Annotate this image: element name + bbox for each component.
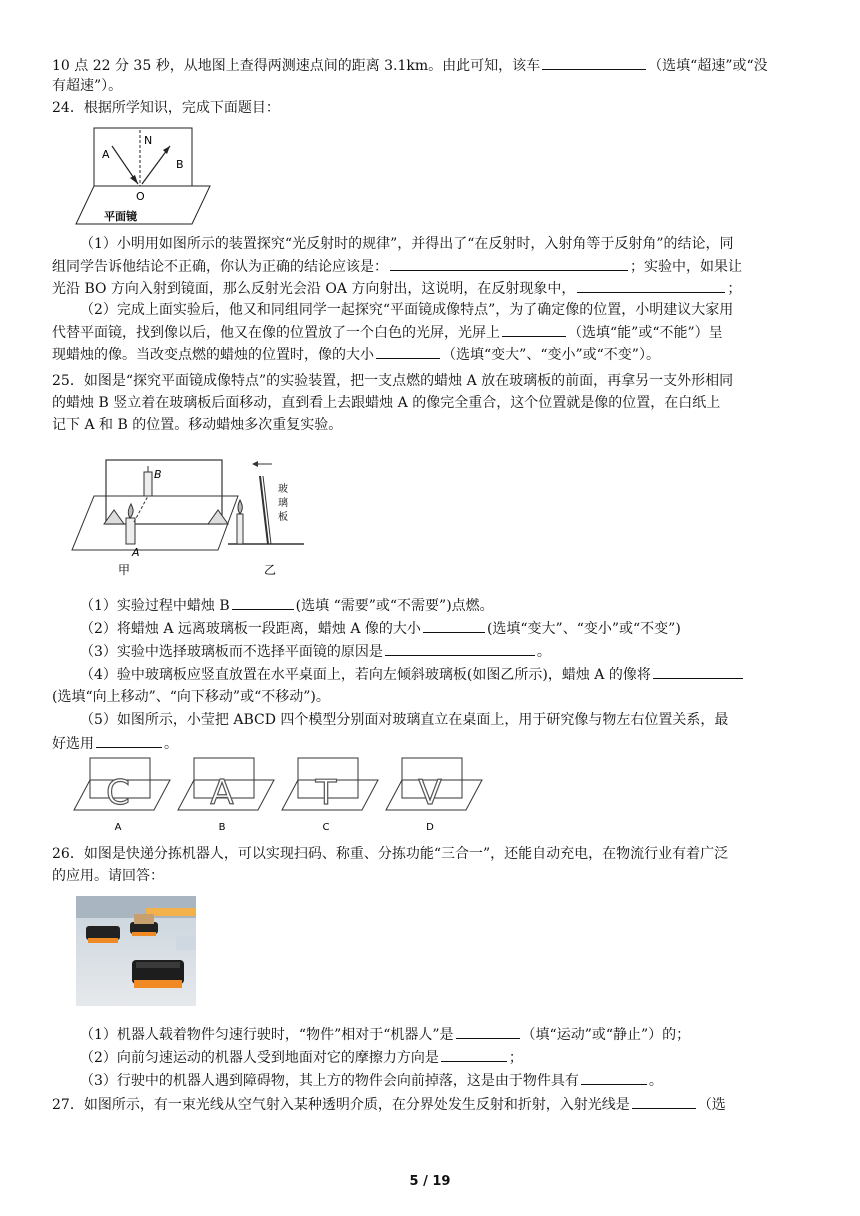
label-A: A xyxy=(132,546,140,559)
q24-p1-line3 xyxy=(52,278,812,299)
text: （选 xyxy=(697,1097,726,1113)
text: （选填“超速”或“没 xyxy=(648,58,768,74)
model-label: C xyxy=(322,822,330,833)
q25-s2 xyxy=(80,618,812,639)
model-glyph: C xyxy=(106,773,130,813)
text: （选填“能”或“不能”）呈 xyxy=(568,325,723,341)
text: （3）实验中选择玻璃板而不选择平面镜的原因是 xyxy=(80,644,383,660)
model-glyph: T xyxy=(315,773,337,813)
text: （1）机器人载着物件匀速行驶时，“物件”相对于“机器人”是 xyxy=(80,1027,454,1043)
text: 光沿 BO 方向入射到镜面，那么反射光会沿 OA 方向射出，这说明，在反射现象中， xyxy=(52,281,576,297)
answer-blank xyxy=(441,1047,507,1062)
glass-label-3: 板 xyxy=(278,512,288,523)
text: （4）验中玻璃板应竖直放置在水平桌面上，若向左倾斜玻璃板(如图乙所示)，蜡烛 A 的像将 xyxy=(80,667,651,683)
q24-p2-line2 xyxy=(52,322,812,343)
model-label: D xyxy=(426,822,434,833)
q24-title: 24．根据所学知识，完成下面题目： xyxy=(52,100,280,116)
q25-s5-line1: （5）如图所示，小莹把 ABCD 四个模型分别面对玻璃直立在桌面上，用于研究像与物左右位置关系，最 xyxy=(80,712,729,728)
q26-s1 xyxy=(80,1024,812,1045)
answer-blank xyxy=(542,55,646,70)
text: 组同学告诉他结论不正确，你认为正确的结论应该是： xyxy=(52,259,388,275)
label-A: A xyxy=(102,148,110,161)
belt xyxy=(176,936,196,950)
model-label: A xyxy=(114,822,122,833)
robot-back-center xyxy=(130,914,158,936)
answer-blank xyxy=(577,278,725,293)
model-glyph: A xyxy=(210,773,234,813)
answer-blank xyxy=(376,344,440,359)
model-D xyxy=(386,758,482,833)
q25-s3 xyxy=(80,641,812,662)
model-C xyxy=(282,758,378,833)
candle-a xyxy=(126,518,135,544)
label-B: B xyxy=(176,158,184,171)
text: （填“运动”或“静止”）的； xyxy=(521,1027,691,1043)
label-yi: 乙 xyxy=(264,563,277,577)
text: （3）行驶中的机器人遇到障碍物，其上方的物件会向前掉落，这是由于物件具有 xyxy=(80,1073,579,1089)
q24-p2-line1: （2）完成上面实验后，他又和同组同学一起探究“平面镜成像特点”，为了确定像的位置，小明建议大家用 xyxy=(80,302,734,318)
robot-back-left xyxy=(86,926,120,943)
model-B xyxy=(178,758,274,833)
page-number: 5 / 19 xyxy=(409,1174,451,1189)
text: ； xyxy=(727,281,742,297)
label-O: O xyxy=(136,190,145,203)
text: （2）将蜡烛 A 远离玻璃板一段距离，蜡烛 A 像的大小 xyxy=(80,621,421,637)
model-glyph: V xyxy=(418,773,442,813)
answer-blank xyxy=(653,664,743,679)
answer-blank xyxy=(232,595,294,610)
q25-s5-line2 xyxy=(52,733,812,754)
model-A xyxy=(74,758,170,833)
label-N: N xyxy=(144,134,153,147)
text: （2）向前匀速运动的机器人受到地面对它的摩擦力方向是 xyxy=(80,1050,439,1066)
text: 现蜡烛的像。当改变点燃的蜡烛的位置时，像的大小 xyxy=(52,347,374,363)
answer-blank xyxy=(502,322,566,337)
q25-s4-line2: (选填“向上移动”、“向下移动”或“不移动”)。 xyxy=(52,689,330,705)
sorting-robot-photo xyxy=(76,896,196,1006)
q25-text-1: 25．如图是“探究平面镜成像特点”的实验装置，把一支点燃的蜡烛 A 放在玻璃板的前面，再拿另一支外形相同 xyxy=(52,373,734,389)
letter-models-figure xyxy=(70,754,490,834)
reflection-figure xyxy=(74,124,214,228)
robot-front xyxy=(132,960,184,988)
answer-blank xyxy=(390,256,628,271)
text: 10 点 22 分 35 秒，从地图上查得两测速点间的距离 3.1km。由此可知，该车 xyxy=(52,58,541,74)
q27-text-1 xyxy=(52,1094,812,1115)
q25-s4-line1 xyxy=(80,664,812,685)
q26-text-1: 26．如图是快递分拣机器人，可以实现扫码、称重、分拣功能“三合一”，还能自动充电，在物流行业有着广泛 xyxy=(52,846,729,862)
q23-continuation-line-1 xyxy=(52,55,812,76)
text: 。 xyxy=(164,736,178,752)
candle-b xyxy=(144,472,152,496)
candle xyxy=(237,514,243,544)
text: 有超速”）。 xyxy=(52,78,123,94)
q23-continuation-line-2 xyxy=(52,76,812,96)
arrow-left-icon xyxy=(252,461,258,467)
text: （选填“变大”、“变小”或“不变”）。 xyxy=(442,347,660,363)
q26-s3 xyxy=(80,1070,812,1091)
glass-label-1: 玻 xyxy=(278,484,288,495)
text: （1）实验过程中蜡烛 B xyxy=(80,598,230,614)
q25-text-3: 记下 A 和 B 的位置。移动蜡烛多次重复实验。 xyxy=(52,417,343,433)
text: (选填 “需要”或“不需要”)点燃。 xyxy=(295,598,494,614)
answer-blank xyxy=(456,1024,520,1039)
answer-blank xyxy=(385,641,535,656)
model-label: B xyxy=(218,822,226,833)
q26-s2 xyxy=(80,1047,812,1068)
mirror-label: 平面镜 xyxy=(104,210,137,223)
text: 代替平面镜，找到像以后，他又在像的位置放了一个白色的光屏，光屏上 xyxy=(52,325,500,341)
label-jia: 甲 xyxy=(118,563,131,577)
q25-s1 xyxy=(80,595,812,616)
q26-text-2: 的应用。请回答： xyxy=(52,868,164,884)
text: 。 xyxy=(648,1073,663,1089)
answer-blank xyxy=(96,733,162,748)
text: ； xyxy=(508,1050,523,1066)
q24-p1-line1: （1）小明用如图所示的装置探究“光反射时的规律”，并得出了“在反射时，入射角等于反射角”的结论，同 xyxy=(80,236,734,252)
text: 27．如图所示，有一束光线从空气射入某种透明介质，在分界处发生反射和折射，入射光线是 xyxy=(52,1097,630,1113)
glass-label-2: 璃 xyxy=(278,498,288,509)
flame-icon xyxy=(238,500,242,514)
text: 好选用 xyxy=(52,736,94,752)
answer-blank xyxy=(632,1094,696,1109)
q25-text-2: 的蜡烛 B 竖立着在玻璃板后面移动，直到看上去跟蜡烛 A 的像完全重合，这个位置就是像的位置，在白纸上 xyxy=(52,395,721,411)
answer-blank xyxy=(423,618,485,633)
answer-blank xyxy=(581,1070,647,1085)
text: ；实验中，如果让 xyxy=(630,259,742,275)
label-B: B xyxy=(154,468,162,481)
q24-p2-line3 xyxy=(52,344,812,365)
q24-p1-line2 xyxy=(52,256,812,277)
text: (选填“变大”、“变小”或“不变”) xyxy=(486,621,681,637)
candle-glass-figure xyxy=(68,450,312,580)
text: 。 xyxy=(536,644,551,660)
